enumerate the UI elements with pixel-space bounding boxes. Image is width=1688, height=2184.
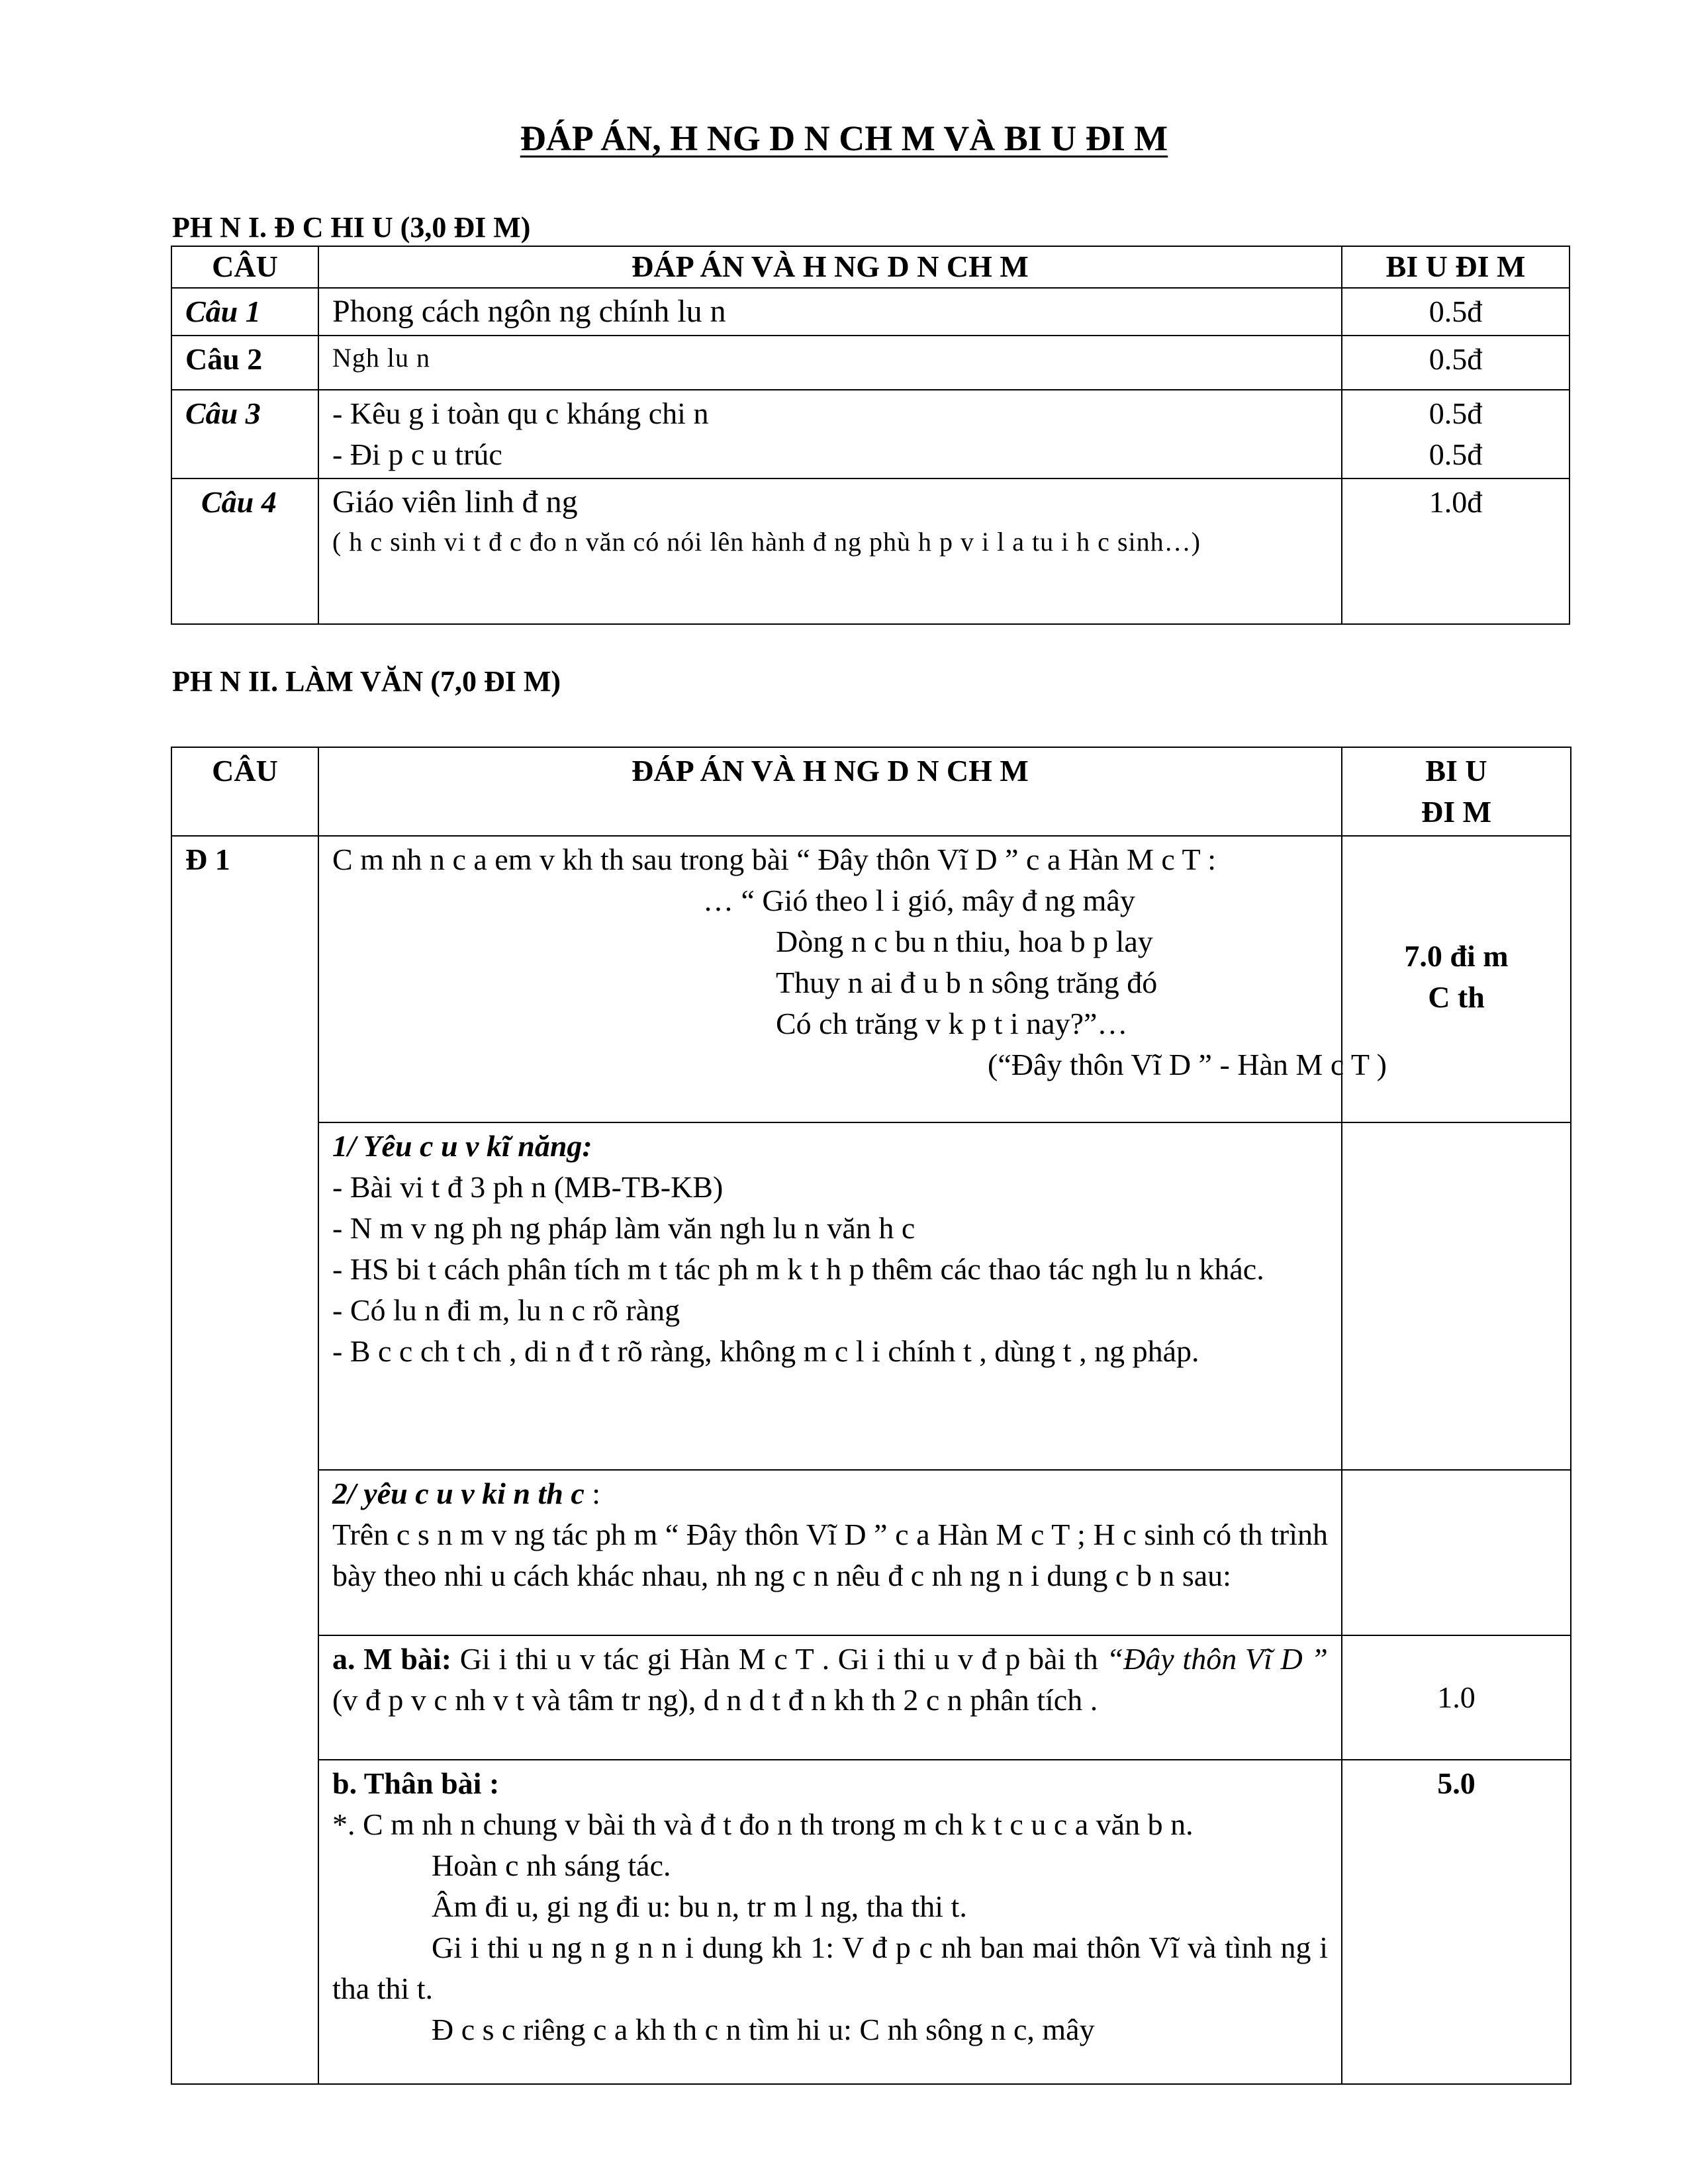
body-item: Gi i thi u ng n g n n i dung kh 1: V đ p c nh ban mai thôn Vĩ và tình ng i tha thi t. [332, 1931, 1328, 2005]
part1-table [171, 246, 1570, 625]
score-value: 0.5đ [1429, 437, 1483, 471]
header-cau: CÂU [171, 747, 318, 836]
skills-item: - HS bi t cách phân tích m t tác ph m k t h p thêm các thao tác ngh lu n khác. [332, 1252, 1264, 1286]
total-score-note: C th [1428, 980, 1485, 1014]
question-label: Câu 3 [171, 390, 318, 478]
skills-item: - B c c ch t ch , di n đ t rõ ràng, không m c l i chính t , dùng t , ng pháp. [332, 1334, 1199, 1368]
table-row [171, 478, 1570, 624]
table-row [171, 1760, 1571, 2084]
header-answer: ĐÁP ÁN VÀ H NG D N CH M [318, 747, 1342, 836]
table-row [171, 288, 1570, 336]
table-row [171, 836, 1571, 1122]
answer-cell [318, 478, 1342, 624]
poem-line: Có ch trăng v k p t i nay?”… [776, 1007, 1128, 1040]
intro-score: 1.0 [1342, 1635, 1571, 1760]
header-score-line2: ĐI M [1421, 795, 1492, 829]
part1-header-row [171, 246, 1570, 288]
knowledge-colon: : [584, 1477, 601, 1510]
table-row [171, 390, 1570, 478]
header-score [1342, 747, 1571, 836]
header-score: BI U ĐI M [1342, 246, 1570, 288]
answer-note: ( h c sinh vi t đ c đo n văn có nói lên hành đ ng phù h p v i l a tu i h c sinh…) [332, 527, 1201, 557]
body-lead: *. C m nh n chung v bài th và đ t đo n th trong m ch k t c u c a văn b n. [332, 1807, 1194, 1841]
intro-label: a. M bài: [332, 1642, 452, 1676]
poem-line: … “ Gió theo l i gió, mây đ ng mây [703, 884, 1135, 917]
score-value: 0.5đ [1429, 396, 1483, 430]
question-label: Đ 1 [171, 836, 318, 2084]
empty-score-cell [1342, 1470, 1571, 1635]
knowledge-heading: 2/ yêu c u v ki n th c [332, 1477, 585, 1510]
table-row [171, 1470, 1571, 1635]
body-score: 5.0 [1342, 1760, 1571, 2084]
table-row [171, 1122, 1571, 1470]
intro-cell [318, 1635, 1342, 1760]
answer-text: Ngh lu n [318, 336, 1342, 390]
skills-item: - N m v ng ph ng pháp làm văn ngh lu n văn h c [332, 1211, 915, 1245]
part2-table [171, 747, 1571, 2085]
score-cell [1342, 390, 1570, 478]
body-item: Âm đi u, gi ng đi u: bu n, tr m l ng, tha thi t. [432, 1889, 967, 1923]
prompt-text: C m nh n c a em v kh th sau trong bài “ Đây thôn Vĩ D ” c a Hàn M c T : [332, 842, 1217, 876]
intro-poem-title: “Đây thôn Vĩ D ” [1106, 1642, 1328, 1676]
header-cau: CÂU [171, 246, 318, 288]
body-item: Hoàn c nh sáng tác. [432, 1848, 671, 1882]
part1-heading: PH N I. Đ C HI U (3,0 ĐI M) [172, 211, 531, 244]
table-row [171, 336, 1570, 390]
answer-cell [318, 390, 1342, 478]
answer-line: Giáo viên linh đ ng [332, 484, 578, 520]
intro-text-2: (v đ p v c nh v t và tâm tr ng), d n d t đ n kh th 2 c n phân tích . [332, 1683, 1098, 1717]
body-heading: b. Thân bài : [332, 1766, 500, 1800]
knowledge-text: Trên c s n m v ng tác ph m “ Đây thôn Vĩ D ” c a Hàn M c T ; H c sinh có th trình bày theo nhi u cách khác nhau, nh ng c n nêu đ c nh ng n i dung c b n sau: [332, 1518, 1328, 1592]
answer-line: - Đi p c u trúc [332, 437, 502, 471]
skills-heading: 1/ Yêu c u v kĩ năng: [332, 1129, 592, 1163]
header-score-line1: BI U [1425, 754, 1487, 788]
question-label: Câu 4 [171, 478, 318, 624]
poem-line: Dòng n c bu n thiu, hoa b p lay [776, 925, 1153, 958]
score-value: 1.0đ [1342, 478, 1570, 624]
skills-item: - Bài vi t đ 3 ph n (MB-TB-KB) [332, 1170, 724, 1204]
intro-text-1: Gi i thi u v tác gi Hàn M c T . Gi i thi u v đ p bài th [451, 1642, 1107, 1676]
part2-header-row [171, 747, 1571, 836]
prompt-cell [318, 836, 1387, 1122]
page-title: ĐÁP ÁN, H NG D N CH M VÀ BI U ĐI M [520, 118, 1168, 158]
poem-line: Thuy n ai đ u b n sông trăng đó [776, 966, 1158, 999]
skills-cell [318, 1122, 1342, 1470]
knowledge-cell [318, 1470, 1342, 1635]
score-value: 0.5đ [1342, 288, 1570, 336]
question-label: Câu 2 [171, 336, 318, 390]
answer-line: - Kêu g i toàn qu c kháng chi n [332, 396, 709, 430]
body-cell [318, 1760, 1342, 2084]
question-label: Câu 1 [171, 288, 318, 336]
score-value: 0.5đ [1342, 336, 1570, 390]
total-score-value: 7.0 đi m [1404, 939, 1509, 973]
poem-source: (“Đây thôn Vĩ D ” - Hàn M c T ) [988, 1048, 1387, 1081]
skills-item: - Có lu n đi m, lu n c rõ ràng [332, 1293, 680, 1327]
table-row [171, 1635, 1571, 1760]
header-answer: ĐÁP ÁN VÀ H NG D N CH M [318, 246, 1342, 288]
body-item: Đ c s c riêng c a kh th c n tìm hi u: C nh sông n c, mây [432, 2013, 1095, 2046]
empty-score-cell [1342, 1122, 1571, 1470]
answer-text: Phong cách ngôn ng chính lu n [318, 288, 1342, 336]
part2-heading: PH N II. LÀM VĂN (7,0 ĐI M) [172, 665, 561, 698]
